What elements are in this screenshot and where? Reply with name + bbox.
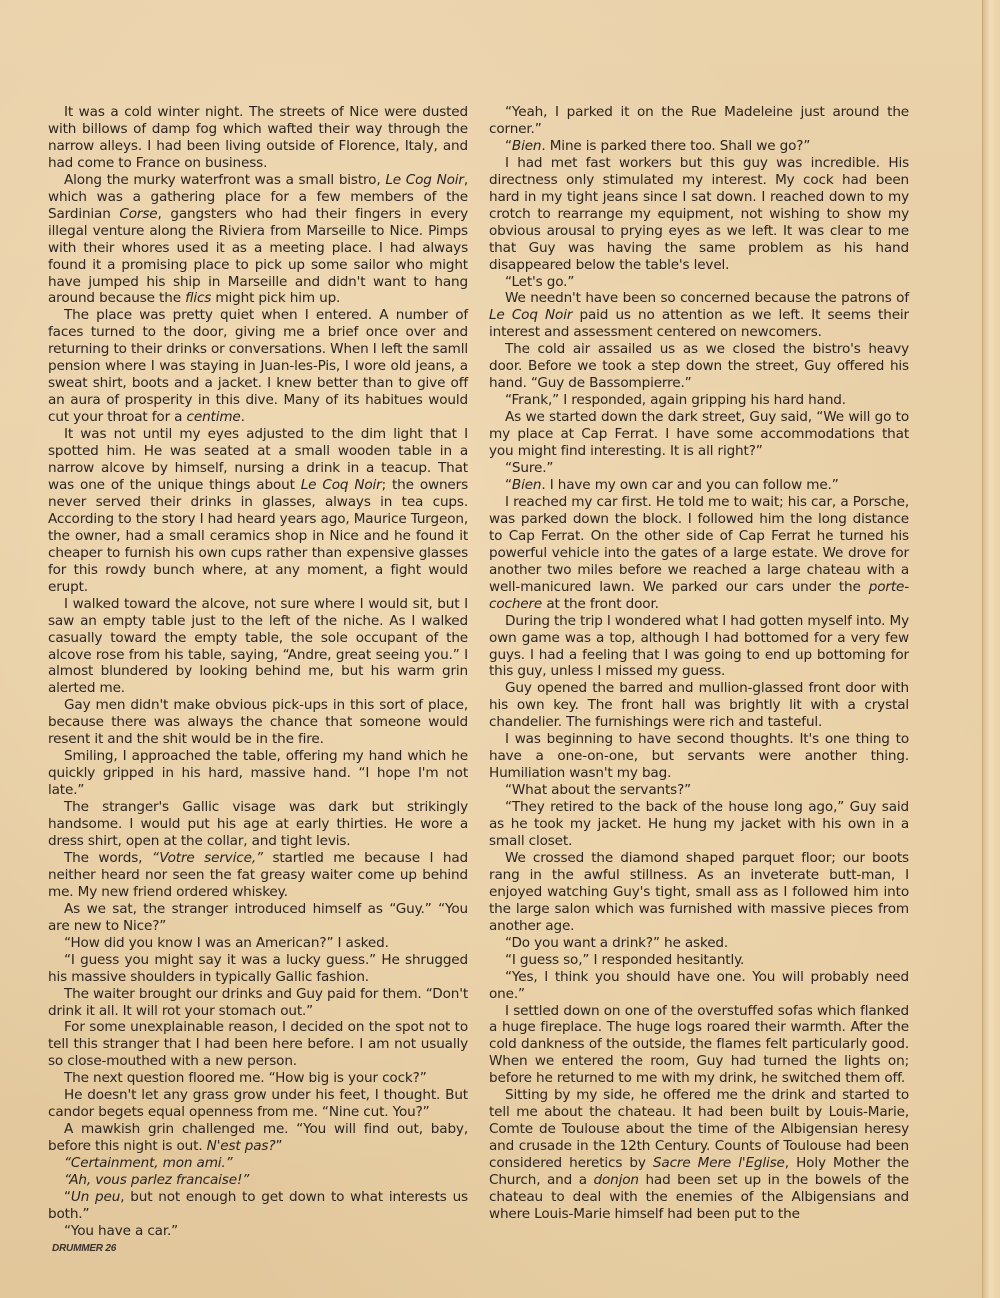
text-run: I was beginning to have second thoughts. It's one thing to have a one-on-one, but servants were another thing. Humiliation wasn't my bag. xyxy=(489,731,909,782)
text-run: “ xyxy=(64,1189,71,1205)
italic-text: flics xyxy=(185,290,212,307)
italic-text: N'est pas? xyxy=(206,1138,276,1155)
text-run: , but not enough to get down to what interests us both.” xyxy=(48,1189,468,1222)
paragraph xyxy=(48,1019,468,1070)
text-run: Guy opened the barred and mullion-glassed front door with his own key. The front hall was brightly lit with a crystal chandelier. The furnishings were rich and tasteful. xyxy=(489,680,909,731)
paragraph xyxy=(489,290,909,341)
text-run: “How did you know I was an American?” I asked. xyxy=(64,934,389,951)
text-run: Sitting by my side, he offered me the drink and started to tell me about the chateau. It had been built by Louis-Marie, Comte de Toulouse about the time of the Albigensian heresy and crusade in the 12th Century. Counts of Toulouse had been considered heretics by xyxy=(489,1087,909,1172)
paragraph xyxy=(489,613,909,681)
paragraph xyxy=(489,850,909,935)
text-run: The next question floored me. “How big is your cock?” xyxy=(64,1070,427,1087)
text-run: “I guess you might say it was a lucky guess.” He shrugged his massive shoulders in typically Gallic fashion. xyxy=(48,951,468,985)
paragraph xyxy=(48,1121,468,1155)
paragraph xyxy=(489,494,909,613)
text-run: We crossed the diamond shaped parquet floor; our boots rang in the awful stillness. As an inveterate butt-man, I enjoyed watching Guy's tight, small ass as I followed him into the large salon which was furnished with massive pieces from another age. xyxy=(489,849,909,934)
article-column-left xyxy=(48,104,468,1240)
paragraph xyxy=(48,1189,468,1223)
paragraph xyxy=(489,680,909,731)
paragraph xyxy=(489,969,909,1003)
paragraph xyxy=(489,274,909,291)
paragraph xyxy=(489,1087,909,1223)
text-run: “ xyxy=(505,476,512,493)
italic-text: “Votre service,” xyxy=(151,849,263,866)
text-run: , which was a gathering place for a few members of the Sardinian xyxy=(48,171,468,222)
italic-text: “Ah, vous parlez francaise!” xyxy=(64,1172,250,1189)
paragraph xyxy=(48,1172,468,1189)
text-run: “You have a car.” xyxy=(64,1222,179,1239)
text-run: . xyxy=(240,409,245,426)
text-run: It was not until my eyes adjusted to the dim light that I spotted him. He was seated at a small wooden table in a narrow alcove by himself, nursing a drink in a teacup. That was one of the unique things about xyxy=(48,426,468,493)
paragraph xyxy=(48,697,468,748)
paragraph xyxy=(489,392,909,409)
paragraph xyxy=(48,104,468,172)
text-run: . I have my own car and you can follow me.” xyxy=(541,476,839,493)
paragraph xyxy=(489,155,909,274)
text-run: I had met fast workers but this guy was incredible. His directness only stimulated my interest. My cock had been hard in my tight jeans since I sat down. I reached down to my crotch to rearrange my equipment, not wishing to show my obvious arousal to prying eyes as we left. It was clear to me that Guy was having the same problem as his hand disappeared below the table's level. xyxy=(489,154,909,273)
text-run: The cold air assailed us as we closed the bistro's heavy door. Before we took a step down the street, Guy offered his hand. “Guy de Bassompierre.” xyxy=(489,341,909,392)
paragraph xyxy=(48,172,468,308)
paragraph xyxy=(489,409,909,460)
paragraph xyxy=(48,850,468,901)
paragraph xyxy=(48,1070,468,1087)
text-run: I walked toward the alcove, not sure where I would sit, but I saw an empty table just to the left of the niche. As I walked casually toward the empty table, the sole occupant of the alcove rose from his table, saying, “Andre, great seeing you.” I almost blundered by looking behind me, but his warm grin alerted me. xyxy=(48,595,468,697)
page-spine-edge xyxy=(982,0,1000,1298)
text-run: Smiling, I approached the table, offering my hand which he quickly gripped in his hard, massive hand. “I hope I'm not late.” xyxy=(48,748,468,799)
paragraph xyxy=(489,782,909,799)
text-run: ” xyxy=(275,1138,283,1155)
text-run: Gay men didn't make obvious pick-ups in this sort of place, because there was always the chance that someone would resent it and the shit would be in the fire. xyxy=(48,697,468,748)
text-run: We needn't have been so concerned because the patrons of xyxy=(505,290,909,307)
italic-text: Corse xyxy=(119,205,158,222)
text-run: paid us no attention as we left. It seems their interest and assessment centered on newcomers. xyxy=(489,307,909,341)
paragraph xyxy=(48,901,468,935)
italic-text: Le Coq Noir xyxy=(489,307,573,324)
text-run: As we sat, the stranger introduced himself as “Guy.” “You are new to Nice?” xyxy=(48,900,468,934)
paragraph xyxy=(489,104,909,138)
paragraph xyxy=(48,1155,468,1172)
text-run: It was a cold winter night. The streets of Nice were dusted with billows of damp fog which wafted their way through the narrow alleys. I had been living outside of Florence, Italy, and had come to France on business. xyxy=(48,104,468,171)
italic-text: porte-cochere xyxy=(489,578,909,612)
italic-text: Bien xyxy=(511,476,542,493)
text-run: , Holy Mother the Church, and a xyxy=(489,1155,909,1189)
text-run: “What about the servants?” xyxy=(505,782,692,799)
text-run: I settled down on one of the overstuffed sofas which flanked a huge fireplace. The huge logs roared their warmth. After the cold dankness of the outside, the flames felt particularly good. When we entered the room, Guy had turned the lights on; before he returned to me with my drink, he switched them off. xyxy=(489,1002,909,1087)
italic-text: Le Cog Noir xyxy=(385,171,464,188)
paragraph xyxy=(48,426,468,596)
text-run: “Do you want a drink?” he asked. xyxy=(505,934,729,951)
paragraph xyxy=(48,799,468,850)
italic-text: centime xyxy=(186,409,241,426)
paragraph xyxy=(489,799,909,850)
paragraph xyxy=(489,935,909,952)
text-run: “Frank,” I responded, again gripping his hard hand. xyxy=(505,392,846,409)
paragraph xyxy=(48,1223,468,1240)
article-column-right xyxy=(489,104,909,1223)
paragraph xyxy=(489,952,909,969)
text-run: The words, xyxy=(64,849,152,866)
paragraph xyxy=(489,477,909,494)
text-run: , gangsters who had their fingers in every illegal venture along the Riviera from Marseille to Nice. Pimps with their whores used it as a meeting place. I had always found it a promising place to pick up some sailor who might have jumped his ship in Marseille and didn't want to hang around because the xyxy=(48,205,469,307)
text-run: “Yeah, I parked it on the Rue Madeleine just around the corner.” xyxy=(489,104,909,137)
text-run: had been set up in the bowels of the chateau to deal with the enemies of the Albigensians and where Louis-Marie himself had been put to the xyxy=(489,1172,909,1222)
paragraph xyxy=(489,731,909,782)
text-run: “I guess so,” I responded hesitantly. xyxy=(505,951,745,968)
italic-text: donjon xyxy=(593,1172,639,1189)
italic-text: Un peu xyxy=(70,1189,121,1205)
text-run: startled me because I had neither heard nor seen the fat greasy waiter come up behind me. My new friend ordered whiskey. xyxy=(48,849,469,900)
paragraph xyxy=(48,1087,468,1121)
text-run: The place was pretty quiet when I entered. A number of faces turned to the door, giving me a brief once over and returning to their drinks or conversations. When I left the samll pension where I was staying in Juan-les-Pis, I wore old jeans, a sweat shirt, boots and a jacket. I knew better than to give off an aura of prosperity in this dive. Many of its habitues would cut your throat for a xyxy=(48,307,468,426)
paragraph xyxy=(48,935,468,952)
paragraph xyxy=(489,460,909,477)
paragraph xyxy=(48,307,468,426)
text-run: ; the owners never served their drinks in glasses, always in tea cups. According to the story I had heard years ago, Maurice Turgeon, the owner, had a small ceramics shop in Nice and he found it cheaper to furnish his own cups rather than expensive glasses for this rowdy bunch where, at any moment, a fight would erupt. xyxy=(48,476,468,595)
text-run: “Sure.” xyxy=(505,460,554,477)
text-run: For some unexplainable reason, I decided on the spot not to tell this stranger that I had been here before. I am not usually so close-mouthed with a new person. xyxy=(48,1019,468,1070)
text-run: “They retired to the back of the house long ago,” Guy said as he took my jacket. He hung my jacket with his own in a small closet. xyxy=(489,799,909,849)
paragraph xyxy=(48,952,468,986)
paragraph xyxy=(48,748,468,799)
italic-text: Bien xyxy=(511,137,542,154)
text-run: “Yes, I think you should have one. You will probably need one.” xyxy=(489,968,909,1002)
paragraph xyxy=(48,986,468,1020)
italic-text: Sacre Mere l'Eglise xyxy=(652,1155,785,1172)
text-run: During the trip I wondered what I had gotten myself into. My own game was a top, although I had bottomed for a very few guys. I had a feeling that I was going to end up bottoming for this guy, unless I missed my guess. xyxy=(489,612,909,680)
text-run: . Mine is parked there too. Shall we go?” xyxy=(541,137,811,154)
paragraph xyxy=(48,596,468,698)
page-folio: DRUMMER 26 xyxy=(52,1243,117,1254)
italic-text: Le Coq Noir xyxy=(300,476,382,493)
text-run: Along the murky waterfront was a small bistro, xyxy=(64,171,386,188)
italic-text: “Certainment, mon ami.” xyxy=(64,1155,233,1172)
text-run: The waiter brought our drinks and Guy paid for them. “Don't drink it all. It will rot your stomach out.” xyxy=(48,985,468,1019)
text-run: “ xyxy=(505,137,512,154)
paragraph xyxy=(489,138,909,155)
text-run: The stranger's Gallic visage was dark but strikingly handsome. I would put his age at early thirties. He wore a dress shirt, open at the collar, and tight levis. xyxy=(48,799,468,849)
text-run: at the front door. xyxy=(542,595,659,612)
text-run: I reached my car first. He told me to wait; his car, a Porsche, was parked down the block. I followed him the long distance to Cap Ferrat. On the other side of Cap Ferrat he turned his powerful vehicle into the gates of a large estate. We drove for another two miles before we reached a large chateau with a well-manicured lawn. We parked our cars under the xyxy=(489,493,909,595)
paragraph xyxy=(489,1003,909,1088)
text-run: “Let's go.” xyxy=(505,273,575,290)
text-run: might pick him up. xyxy=(211,290,341,307)
text-run: He doesn't let any grass grow under his feet, I thought. But candor begets equal openness from me. “Nine cut. You?” xyxy=(48,1087,468,1121)
text-run: As we started down the dark street, Guy said, “We will go to my place at Cap Ferrat. I have some accommodations that you might find interesting. It is all right?” xyxy=(489,409,909,460)
text-run: A mawkish grin challenged me. “You will find out, baby, before this night is out. xyxy=(48,1121,468,1155)
paragraph xyxy=(489,341,909,392)
